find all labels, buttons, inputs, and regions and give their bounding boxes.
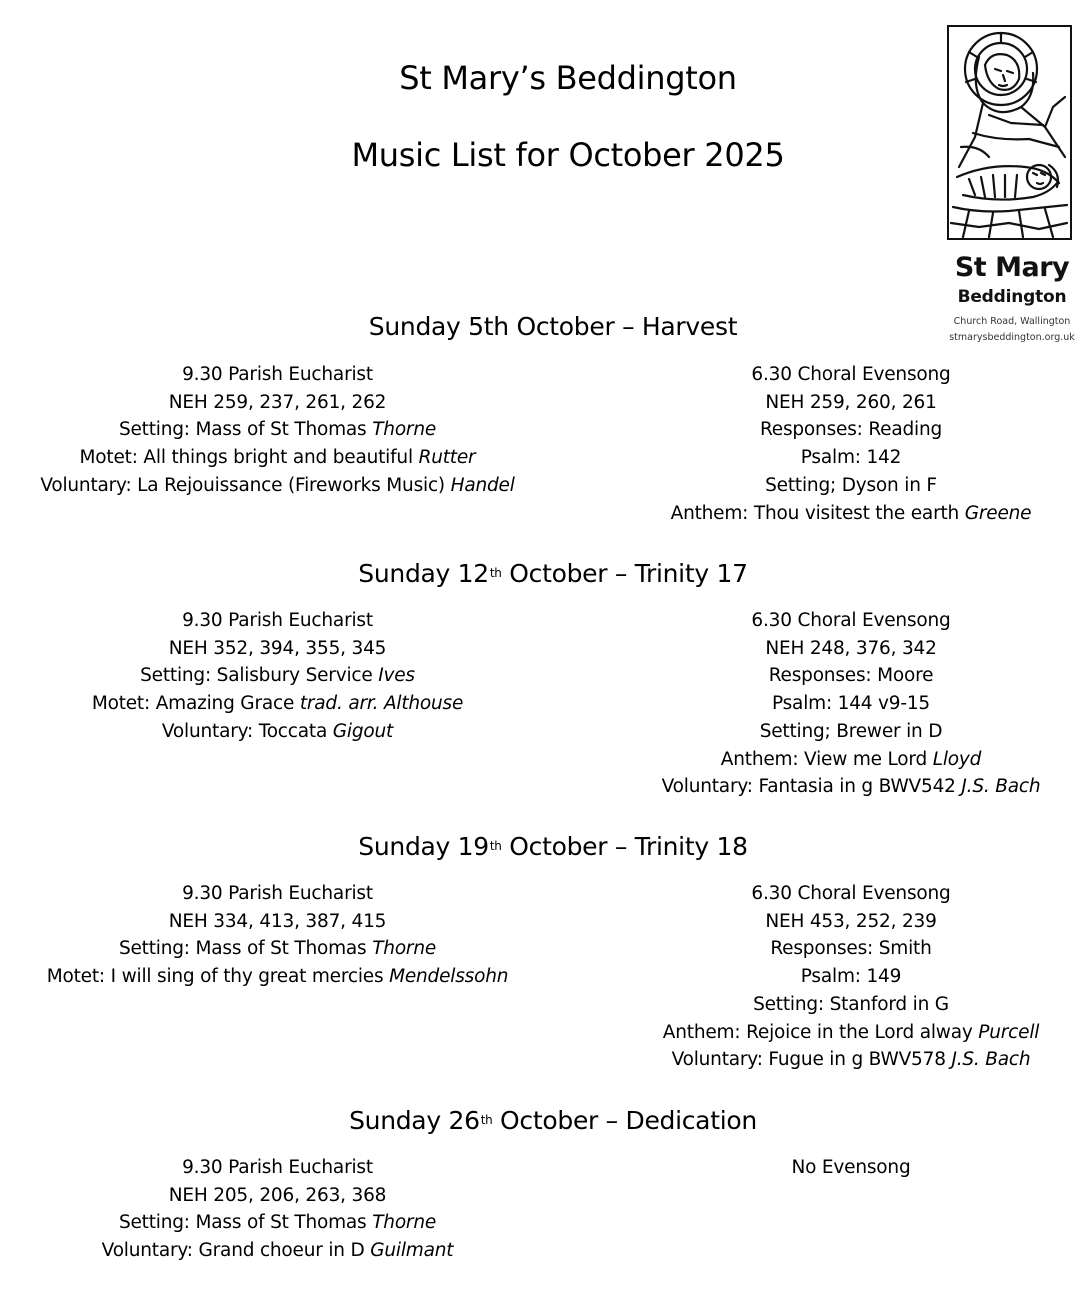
- composer: trad. arr. Althouse: [299, 693, 464, 715]
- music-item: Voluntary: Grand choeur in D Guilmant: [101, 1240, 454, 1262]
- church-logo: [938, 22, 1086, 352]
- composer: Purcell: [978, 1021, 1040, 1043]
- music-item: Anthem: View me Lord Lloyd: [720, 748, 982, 770]
- evening-service: [612, 1154, 1090, 1182]
- composer: Thorne: [372, 938, 437, 960]
- music-item: Motet: I will sing of thy great mercies Mendelssohn: [46, 966, 509, 988]
- music-item: Psalm: 142: [800, 447, 902, 469]
- composer: Ives: [378, 665, 415, 687]
- music-item: Psalm: 144 v9-15: [771, 693, 930, 715]
- composer: J.S. Bach: [951, 1049, 1031, 1071]
- hymn-numbers: NEH 453, 252, 239: [765, 910, 937, 932]
- hymn-numbers: NEH 334, 413, 387, 415: [168, 910, 387, 932]
- sunday-heading: [253, 311, 853, 343]
- music-item: Voluntary: Fantasia in g BWV542 J.S. Bach: [661, 776, 1041, 798]
- service-title: 9.30 Parish Eucharist: [182, 1157, 373, 1178]
- composer: Gigout: [332, 720, 394, 742]
- morning-service: [0, 880, 555, 991]
- service-title: 9.30 Parish Eucharist: [182, 610, 373, 631]
- logo-address: Church Road, Wallington: [953, 316, 1071, 327]
- no-evensong-notice: No Evensong: [791, 1157, 911, 1178]
- composer: Greene: [964, 502, 1032, 524]
- music-item: Motet: Amazing Grace trad. arr. Althouse: [91, 693, 464, 715]
- composer: J.S. Bach: [961, 776, 1041, 798]
- music-item: Voluntary: Fugue in g BWV578 J.S. Bach: [671, 1049, 1031, 1071]
- music-item: Setting: Stanford in G: [753, 993, 949, 1015]
- logo-website: stmarysbeddington.org.uk: [949, 332, 1075, 343]
- hymn-numbers: NEH 259, 260, 261: [765, 391, 937, 413]
- service-title: 6.30 Choral Evensong: [751, 364, 951, 385]
- sunday-heading: Sunday 26th October – Dedication: [349, 1106, 757, 1135]
- music-item: Responses: Moore: [768, 665, 934, 687]
- service-title: 6.30 Choral Evensong: [751, 883, 951, 904]
- music-item: Setting: Mass of St Thomas Thorne: [118, 1212, 437, 1234]
- hymn-numbers: NEH 259, 237, 261, 262: [168, 391, 387, 413]
- morning-service: [0, 361, 555, 500]
- music-item: Psalm: 149: [800, 966, 902, 988]
- music-list-title: Music List for October 2025: [351, 136, 785, 174]
- composer: Thorne: [372, 1212, 437, 1234]
- music-item: Motet: All things bright and beautiful Rutter: [79, 447, 476, 469]
- logo-name-line2: Beddington: [957, 287, 1067, 307]
- music-item: Voluntary: Toccata Gigout: [161, 720, 394, 742]
- music-item: Setting; Dyson in F: [765, 474, 937, 496]
- sunday-heading: Sunday 12th October – Trinity 17: [358, 559, 748, 588]
- logo-name-line1: St Mary: [954, 252, 1070, 283]
- composer: Lloyd: [932, 748, 982, 770]
- sunday-heading: Sunday 19th October – Trinity 18: [358, 832, 748, 861]
- hymn-numbers: NEH 248, 376, 342: [765, 637, 937, 659]
- hymn-numbers: NEH 352, 394, 355, 345: [168, 637, 387, 659]
- music-item: Responses: Reading: [759, 419, 943, 441]
- music-item: Setting: Mass of St Thomas Thorne: [118, 419, 437, 441]
- church-name-title: St Mary’s Beddington: [399, 59, 737, 97]
- evening-service: [612, 880, 1090, 1074]
- music-item: Responses: Smith: [770, 938, 932, 960]
- morning-service: [0, 607, 555, 746]
- music-item: Anthem: Rejoice in the Lord alway Purcell: [662, 1021, 1040, 1043]
- composer: Handel: [450, 474, 515, 496]
- music-item: Anthem: Thou visitest the earth Greene: [670, 502, 1032, 524]
- composer: Mendelssohn: [389, 966, 509, 988]
- hymn-numbers: NEH 205, 206, 263, 368: [168, 1184, 387, 1206]
- service-title: 9.30 Parish Eucharist: [182, 883, 373, 904]
- morning-service: [0, 1154, 555, 1265]
- composer: Rutter: [418, 447, 476, 469]
- music-item: Voluntary: La Rejouissance (Fireworks Music) Handel: [40, 474, 515, 496]
- music-item: Setting; Brewer in D: [759, 720, 943, 742]
- evening-service: [612, 607, 1090, 801]
- evening-service: [612, 361, 1090, 527]
- music-item: Setting: Mass of St Thomas Thorne: [118, 938, 437, 960]
- service-title: 9.30 Parish Eucharist: [182, 364, 373, 385]
- composer: Guilmant: [370, 1240, 454, 1262]
- madonna-and-child-icon: [947, 25, 1072, 240]
- service-title: 6.30 Choral Evensong: [751, 610, 951, 631]
- composer: Thorne: [372, 419, 437, 441]
- sunday-heading-text: Sunday 5th October – Harvest: [368, 312, 738, 341]
- music-item: Setting: Salisbury Service Ives: [140, 665, 415, 687]
